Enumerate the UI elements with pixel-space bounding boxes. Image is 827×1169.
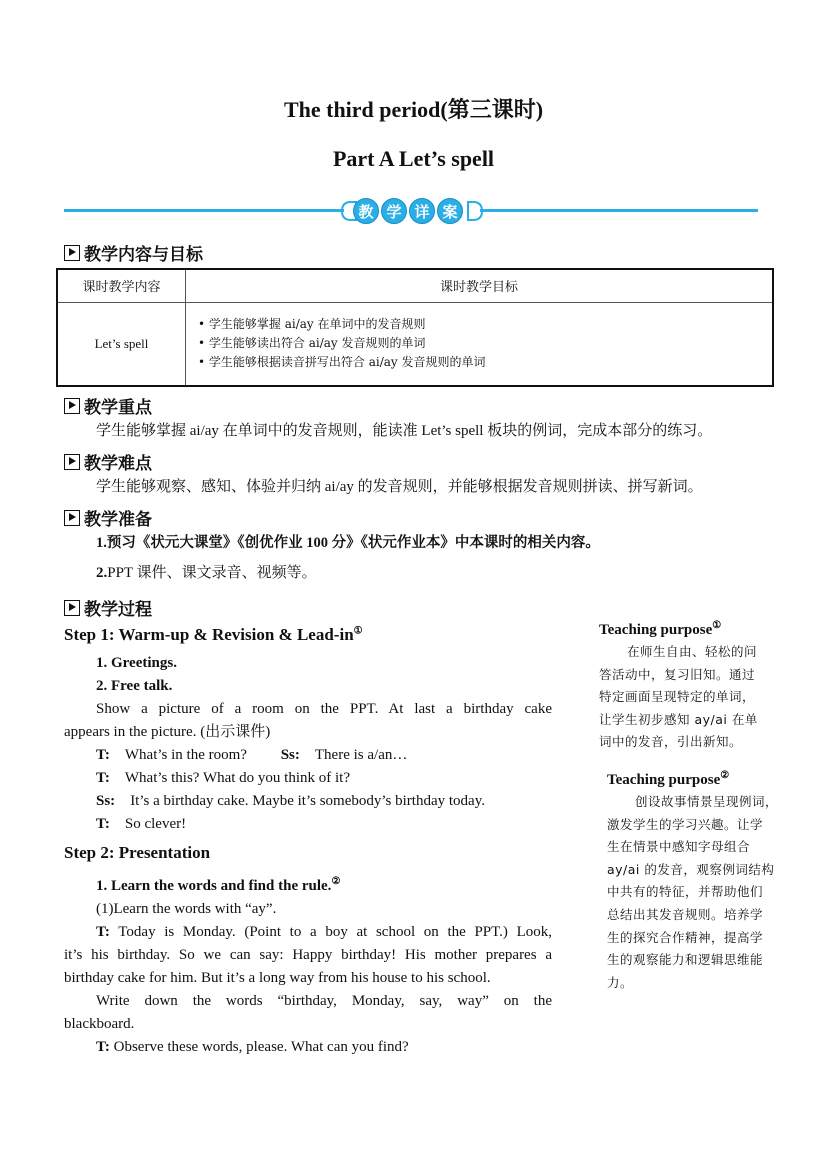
page-subtitle: Part A Let’s spell — [332, 146, 495, 171]
play-icon — [64, 454, 80, 470]
preparation-item-1: 1.预习《状元大课堂》《创优作业 100 分》《状元作业本》中本课时的相关内容。 — [96, 535, 600, 551]
purpose-heading — [599, 620, 777, 639]
step1-body — [64, 652, 552, 836]
show-line-2: appears in the picture. (出示课件) — [64, 724, 271, 740]
write-line-2: blackboard. — [64, 1016, 135, 1032]
speaker: T: — [96, 770, 110, 786]
teaching-purpose-1 — [599, 620, 777, 754]
section-title: 教学重点 — [84, 398, 152, 418]
sub-step-1: (1)Learn the words with “ay”. — [96, 901, 277, 917]
banner-line-right — [480, 209, 758, 212]
utterance: Today is Monday. (Point to a boy at school on the PPT.) Look, — [118, 924, 552, 940]
learn-title: 1. Learn the words and find the rule. — [96, 878, 332, 894]
dialogue-line — [64, 744, 552, 767]
banner-char: 教 — [353, 198, 379, 224]
section-title: 教学内容与目标 — [84, 245, 203, 265]
purpose-line: 力。 — [607, 974, 634, 990]
purpose-line: 特定画面呈现特定的单词， — [599, 689, 756, 705]
utterance: What’s in the room? — [124, 747, 247, 763]
key-points-text: 学生能够掌握 ai/ay 在单词中的发音规则，能读准 Let’s spell 板块的例词，完成本部分的练习。 — [96, 423, 713, 439]
table-cell-content: Let’s spell — [57, 302, 186, 386]
banner-line-left — [64, 209, 344, 212]
step1-heading — [64, 625, 363, 645]
purpose-line: 总结出其发音规则。培养学 — [607, 906, 764, 922]
purpose-line: 词中的发音，引出新知。 — [599, 734, 743, 750]
lesson-plan-banner — [338, 198, 486, 224]
teacher-line-3: birthday cake for him. But it’s a long way from his house to his school. — [64, 970, 491, 986]
goal-item: • 学生能够读出符合 ai/ay 发音规则的单词 — [198, 336, 426, 351]
teacher-line-1 — [64, 921, 552, 944]
banner-char: 学 — [381, 198, 407, 224]
purpose-line: 答活动中，复习旧知。通过 — [599, 666, 756, 682]
dialogue-line — [64, 790, 552, 813]
section-content-goals — [64, 240, 203, 265]
note-mark: ① — [353, 625, 363, 637]
purpose-line: 生的探究合作精神，提高学 — [607, 929, 764, 945]
purpose-line: 生在情景中感知字母组合 — [607, 839, 751, 855]
objectives-table — [56, 268, 774, 387]
purpose-text — [607, 791, 789, 994]
purpose-line: 在师生自由、轻松的问 — [627, 644, 758, 659]
utterance: Observe these words, please. What can you find? — [113, 1039, 409, 1055]
show-line-1: Show a picture of a room on the PPT. At last a birthday cake — [96, 701, 552, 717]
teacher-line-2: it’s his birthday. So we can say: Happy birthday! His mother prepares a — [64, 947, 552, 963]
section-preparation — [64, 505, 152, 530]
section-title: 教学准备 — [84, 510, 152, 530]
banner-char: 案 — [437, 198, 463, 224]
play-icon — [64, 398, 80, 414]
section-difficulties — [64, 449, 152, 474]
step1-title: Step 1: Warm-up & Revision & Lead-in — [64, 625, 354, 644]
purpose-line: 中共有的特征，并帮助他们 — [607, 884, 764, 900]
difficulties-text: 学生能够观察、感知、体验并归纳 ai/ay 的发音规则，并能够根据发音规则拼读、拼写新词。 — [96, 479, 703, 495]
write-line-1: Write down the words “birthday, Monday, say, way” on the — [96, 993, 552, 1009]
utterance: What’s this? What do you think of it? — [124, 770, 350, 786]
speaker: T: — [96, 816, 110, 832]
section-title: 教学难点 — [84, 454, 152, 474]
play-icon — [64, 510, 80, 526]
dialogue-line — [64, 813, 552, 836]
utterance: It’s a birthday cake. Maybe it’s somebody’s birthday today. — [130, 793, 485, 809]
speaker: T: — [96, 1039, 110, 1055]
learn-words — [64, 870, 552, 898]
speaker: Ss: — [96, 793, 116, 809]
purpose-line: 让学生初步感知 ay/ai 在单 — [599, 711, 758, 727]
speaker: T: — [96, 747, 110, 763]
play-icon — [64, 600, 80, 616]
note-mark: ② — [720, 770, 730, 781]
purpose-heading — [607, 770, 789, 789]
section-title: 教学过程 — [84, 600, 152, 620]
utterance: So clever! — [124, 816, 187, 832]
purpose-line: 创设故事情景呈现例词， — [635, 794, 779, 809]
speaker: Ss: — [280, 747, 300, 763]
goal-item: • 学生能够掌握 ai/ay 在单词中的发音规则 — [198, 317, 426, 332]
table-header-goals: 课时教学目标 — [186, 269, 774, 302]
banner-char: 详 — [409, 198, 435, 224]
dialogue-line — [64, 767, 552, 790]
utterance: There is a/an… — [314, 747, 408, 763]
table-header-content: 课时教学内容 — [57, 269, 186, 302]
note-mark: ② — [331, 876, 341, 887]
step2-body — [64, 870, 552, 1059]
free-talk: 2. Free talk. — [96, 678, 173, 694]
note-mark: ① — [712, 620, 722, 631]
purpose-line: ay/ai 的发音，观察例词结构 — [607, 861, 775, 877]
teaching-purpose-2 — [607, 770, 789, 994]
teacher-line-4 — [64, 1036, 552, 1059]
goal-item: • 学生能够根据读音拼写出符合 ai/ay 发音规则的单词 — [198, 355, 486, 370]
purpose-title: Teaching purpose — [599, 622, 713, 638]
purpose-line: 激发学生的学习兴趣。让学 — [607, 816, 764, 832]
section-key-points — [64, 393, 152, 418]
purpose-line: 生的观察能力和逻辑思维能 — [607, 952, 764, 968]
play-icon — [64, 245, 80, 261]
item-text: PPT 课件、课文录音、视频等。 — [107, 565, 317, 581]
section-process — [64, 595, 152, 620]
purpose-title: Teaching purpose — [607, 772, 721, 788]
page-title: The third period(第三课时) — [283, 97, 544, 122]
purpose-text — [599, 641, 777, 754]
step2-heading: Step 2: Presentation — [64, 843, 211, 862]
item-number: 2. — [96, 565, 108, 581]
preparation-item-2 — [96, 562, 796, 585]
table-cell-goals — [186, 302, 774, 386]
greetings: 1. Greetings. — [96, 655, 177, 671]
speaker: T: — [96, 924, 110, 940]
